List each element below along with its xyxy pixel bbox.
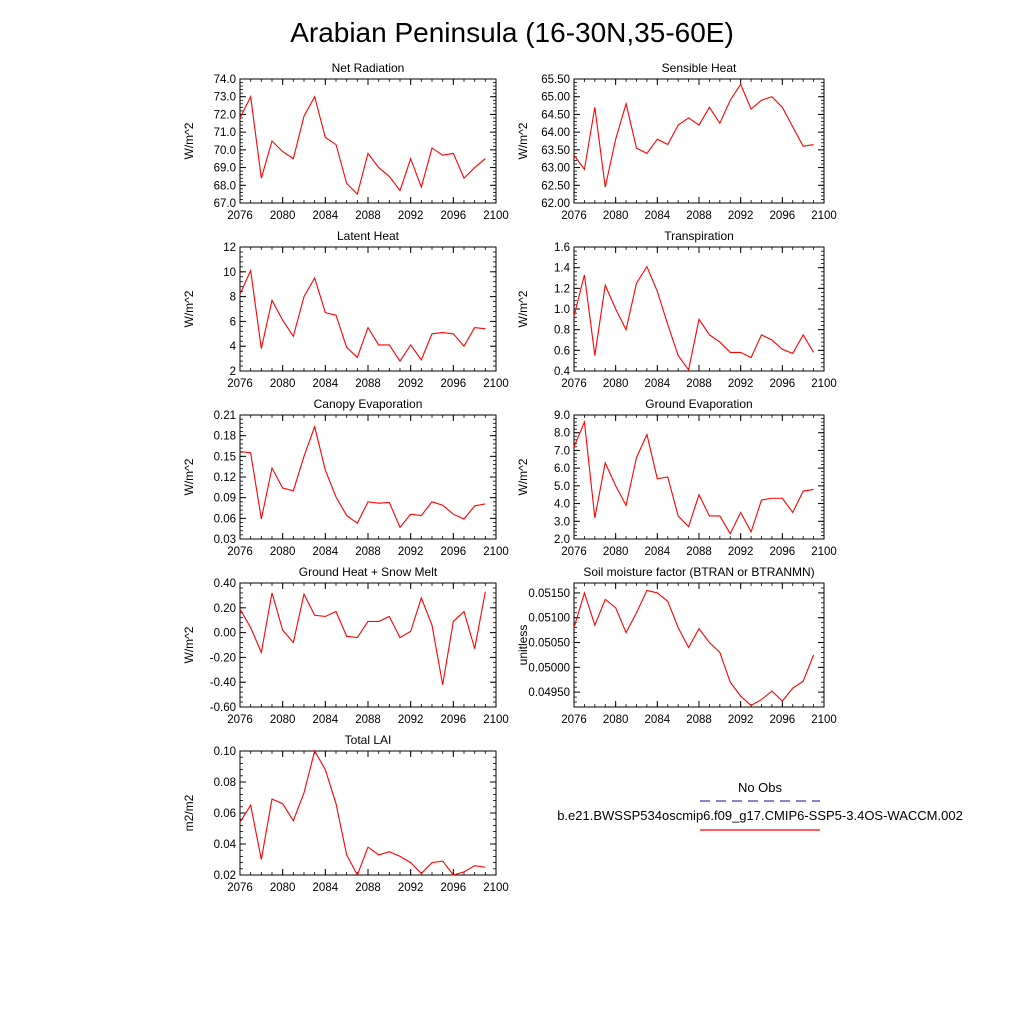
- y-tick-label: 6: [229, 316, 236, 329]
- y-tick-label: 1.0: [554, 304, 570, 316]
- y-tick-label: 8: [229, 291, 236, 304]
- x-tick-label: 2084: [312, 210, 339, 222]
- chart-sensible-heat: [516, 61, 837, 222]
- x-tick-label: 2088: [355, 882, 381, 894]
- panel-title: Net Radiation: [331, 61, 405, 75]
- chart-transpiration: [516, 229, 837, 390]
- chart-latent-heat: [182, 229, 509, 390]
- x-tick-label: 2088: [355, 714, 381, 726]
- plot-frame: [574, 79, 824, 203]
- y-tick-label: 62.50: [541, 180, 570, 193]
- x-tick-label: 2080: [602, 210, 629, 222]
- panel-title: Total LAI: [344, 733, 392, 747]
- y-tick-label: 0.08: [213, 777, 236, 789]
- chart-panels: [182, 61, 837, 894]
- panel-title: Sensible Heat: [661, 61, 737, 75]
- x-tick-label: 2076: [227, 546, 253, 558]
- y-tick-label: 3.0: [554, 516, 570, 529]
- x-tick-label: 2080: [602, 714, 629, 726]
- x-tick-label: 2092: [397, 210, 424, 222]
- y-tick-label: 2.0: [554, 534, 570, 546]
- x-tick-label: 2088: [355, 210, 381, 222]
- y-tick-label: 72.0: [213, 109, 236, 122]
- x-tick-label: 2076: [227, 210, 253, 222]
- y-tick-label: -0.40: [209, 677, 236, 690]
- y-tick-label: 0.6: [554, 345, 570, 358]
- y-tick-label: 69.0: [213, 162, 236, 175]
- x-tick-label: 2076: [561, 546, 587, 558]
- x-tick-label: 2084: [312, 378, 339, 390]
- x-tick-label: 2096: [769, 210, 796, 222]
- y-tick-label: 4.0: [554, 498, 570, 511]
- y-tick-label: 0.09: [213, 492, 236, 505]
- x-tick-label: 2096: [440, 210, 467, 222]
- x-tick-label: 2100: [483, 546, 509, 558]
- y-tick-label: 0.12: [213, 472, 236, 484]
- y-tick-label: 0.4: [554, 366, 570, 378]
- plot-frame: [240, 79, 496, 203]
- x-tick-label: 2080: [269, 546, 296, 558]
- x-tick-label: 2100: [811, 378, 837, 390]
- chart-ground-evaporation: [516, 397, 837, 558]
- x-tick-label: 2084: [644, 546, 671, 558]
- y-tick-label: 62.00: [541, 198, 570, 210]
- x-tick-label: 2088: [686, 378, 712, 390]
- x-tick-label: 2096: [769, 714, 796, 726]
- x-tick-label: 2100: [483, 882, 509, 894]
- x-tick-label: 2076: [227, 882, 253, 894]
- x-tick-label: 2076: [561, 714, 587, 726]
- chart-total-lai: [182, 733, 509, 894]
- y-tick-label: 0.05150: [528, 587, 570, 600]
- chart-net-radiation: [182, 61, 509, 222]
- x-tick-label: 2100: [811, 714, 837, 726]
- y-tick-label: 64.50: [541, 109, 570, 122]
- legend: [557, 780, 963, 830]
- y-tick-label: 1.4: [554, 262, 570, 275]
- y-tick-label: 0.02: [213, 870, 236, 882]
- panel-title: Transpiration: [664, 229, 734, 243]
- x-tick-label: 2092: [397, 882, 424, 894]
- y-tick-label: 0.05050: [528, 637, 570, 650]
- y-tick-label: 6.0: [554, 463, 570, 476]
- y-tick-label: 10: [223, 266, 236, 279]
- y-tick-label: 5.0: [554, 480, 570, 493]
- y-tick-label: 74.0: [213, 74, 236, 86]
- x-tick-label: 2084: [312, 546, 339, 558]
- y-tick-label: 12: [223, 242, 236, 254]
- y-tick-label: 1.2: [554, 283, 570, 296]
- y-tick-label: 71.0: [213, 127, 236, 140]
- y-tick-label: 63.00: [541, 162, 570, 175]
- y-axis-label: W/m^2: [516, 290, 530, 328]
- x-tick-label: 2080: [269, 378, 296, 390]
- y-tick-label: 65.50: [541, 74, 570, 86]
- x-tick-label: 2076: [227, 378, 253, 390]
- x-tick-label: 2084: [644, 378, 671, 390]
- y-tick-label: 0.21: [213, 410, 236, 422]
- y-axis-label: W/m^2: [182, 122, 196, 160]
- chart-soil-moisture-factor-btran-or-btranmn: [516, 565, 837, 726]
- y-axis-label: W/m^2: [516, 122, 530, 160]
- plot-frame: [240, 751, 496, 875]
- x-tick-label: 2100: [811, 210, 837, 222]
- y-axis-label: W/m^2: [182, 626, 196, 664]
- x-tick-label: 2092: [727, 210, 754, 222]
- y-tick-label: 0.05000: [528, 662, 570, 675]
- x-tick-label: 2096: [769, 546, 796, 558]
- x-tick-label: 2092: [397, 378, 424, 390]
- y-tick-label: 0.03: [213, 534, 236, 546]
- x-tick-label: 2084: [312, 714, 339, 726]
- x-tick-label: 2076: [561, 210, 587, 222]
- y-tick-label: 0.04950: [528, 687, 570, 700]
- y-tick-label: 0.06: [213, 513, 236, 526]
- x-tick-label: 2096: [440, 546, 467, 558]
- plot-frame: [574, 583, 824, 707]
- x-tick-label: 2092: [397, 714, 424, 726]
- plot-frame: [240, 415, 496, 539]
- chart-canopy-evaporation: [182, 397, 509, 558]
- chart-ground-heat-snow-melt: [182, 565, 509, 726]
- x-tick-label: 2096: [440, 378, 467, 390]
- y-tick-label: 68.0: [213, 180, 236, 193]
- panel-title: Soil moisture factor (BTRAN or BTRANMN): [583, 565, 815, 579]
- x-tick-label: 2088: [355, 546, 381, 558]
- x-tick-label: 2084: [312, 882, 339, 894]
- y-tick-label: 63.50: [541, 144, 570, 157]
- x-tick-label: 2088: [686, 714, 712, 726]
- series-line: [240, 427, 485, 528]
- x-tick-label: 2096: [440, 714, 467, 726]
- panel-title: Ground Heat + Snow Melt: [298, 565, 438, 579]
- y-tick-label: 0.05100: [528, 612, 570, 625]
- plot-frame: [240, 583, 496, 707]
- x-tick-label: 2080: [602, 546, 629, 558]
- panel-title: Canopy Evaporation: [313, 397, 423, 411]
- plot-frame: [574, 247, 824, 371]
- x-tick-label: 2100: [483, 210, 509, 222]
- y-axis-label: unitless: [516, 624, 530, 666]
- y-axis-label: W/m^2: [182, 290, 196, 328]
- y-tick-label: 65.00: [541, 91, 570, 104]
- y-tick-label: 0.15: [213, 451, 236, 464]
- series-line: [240, 97, 485, 194]
- x-tick-label: 2088: [686, 210, 712, 222]
- x-tick-label: 2092: [397, 546, 424, 558]
- series-line: [240, 592, 485, 685]
- y-tick-label: 7.0: [554, 445, 570, 458]
- x-tick-label: 2096: [769, 378, 796, 390]
- y-axis-label: W/m^2: [516, 458, 530, 496]
- x-tick-label: 2088: [686, 546, 712, 558]
- y-tick-label: -0.20: [209, 652, 236, 665]
- y-tick-label: 0.18: [213, 430, 236, 443]
- panel-title: Ground Evaporation: [645, 397, 753, 411]
- legend-obs-label: No Obs: [737, 780, 783, 795]
- y-tick-label: 64.00: [541, 127, 570, 140]
- page-title: Arabian Peninsula (16-30N,35-60E): [290, 17, 734, 48]
- y-tick-label: 4: [229, 341, 236, 354]
- y-tick-label: 70.0: [213, 144, 236, 157]
- y-tick-label: 73.0: [213, 91, 236, 104]
- x-tick-label: 2080: [269, 714, 296, 726]
- x-tick-label: 2076: [561, 378, 587, 390]
- x-tick-label: 2076: [227, 714, 253, 726]
- y-tick-label: 9.0: [554, 410, 570, 422]
- y-tick-label: 0.20: [213, 602, 236, 615]
- x-tick-label: 2080: [602, 378, 629, 390]
- panel-title: Latent Heat: [336, 229, 400, 243]
- x-tick-label: 2092: [727, 378, 754, 390]
- y-tick-label: 0.10: [213, 746, 236, 758]
- y-axis-label: W/m^2: [182, 458, 196, 496]
- series-line: [240, 751, 485, 875]
- y-tick-label: 0.04: [213, 839, 236, 851]
- x-tick-label: 2080: [269, 882, 296, 894]
- plot-frame: [240, 247, 496, 371]
- y-tick-label: 67.0: [213, 198, 236, 210]
- x-tick-label: 2080: [269, 210, 296, 222]
- y-tick-label: 1.6: [554, 242, 570, 254]
- x-tick-label: 2084: [644, 714, 671, 726]
- y-tick-label: 0.40: [213, 578, 236, 590]
- y-tick-label: -0.60: [209, 702, 236, 714]
- legend-model-label: b.e21.BWSSP534oscmip6.f09_g17.CMIP6-SSP5-3.4OS-WACCM.002: [557, 808, 963, 823]
- series-line: [574, 84, 814, 187]
- y-tick-label: 0.8: [554, 324, 570, 337]
- x-tick-label: 2100: [483, 378, 509, 390]
- series-line: [574, 590, 814, 705]
- x-tick-label: 2088: [355, 378, 381, 390]
- x-tick-label: 2100: [811, 546, 837, 558]
- y-axis-label: m2/m2: [182, 794, 196, 832]
- x-tick-label: 2084: [644, 210, 671, 222]
- series-line: [574, 422, 814, 534]
- series-line: [240, 271, 485, 362]
- y-tick-label: 8.0: [554, 427, 570, 440]
- y-tick-label: 0.00: [213, 627, 236, 640]
- x-tick-label: 2096: [440, 882, 467, 894]
- series-line: [574, 267, 814, 370]
- y-tick-label: 0.06: [213, 808, 236, 820]
- x-tick-label: 2092: [727, 714, 754, 726]
- x-tick-label: 2092: [727, 546, 754, 558]
- y-tick-label: 2: [229, 366, 236, 378]
- x-tick-label: 2100: [483, 714, 509, 726]
